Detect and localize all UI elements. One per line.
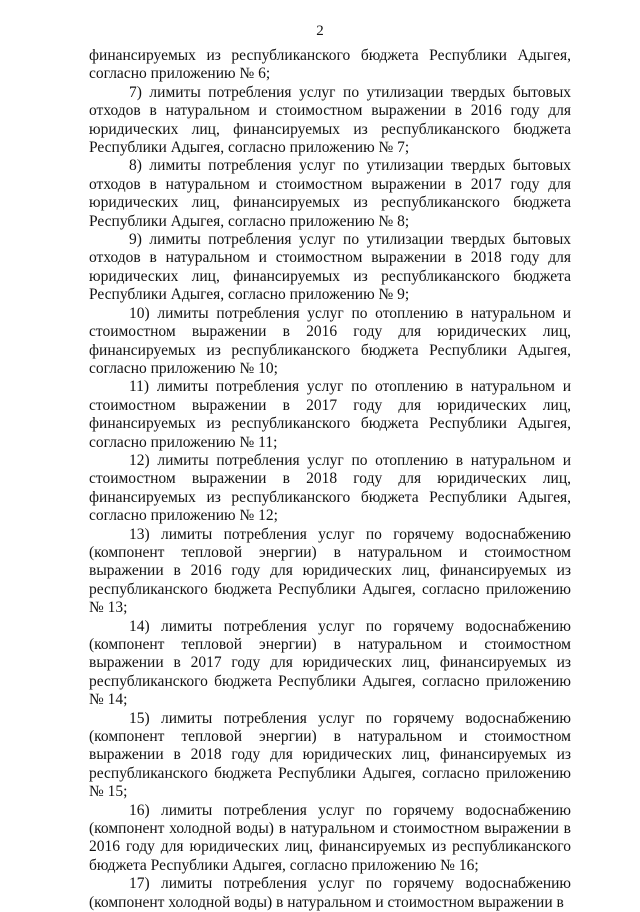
page-number: 2 <box>316 23 324 39</box>
paragraph-item-12: 12) лимиты потребления услуг по отоплению в натуральном и стоимостном выражении в 2018 году для юридических лиц, финансируемых из республиканского бюджета Республики Адыгея, согласно приложению № 12; <box>89 451 571 525</box>
paragraph-item-14: 14) лимиты потребления услуг по горячему водоснабжению (компонент тепловой энергии) в натуральном и стоимостном выражении в 2017 году для юридических лиц, финансируемых из республиканского бюджета Республики Адыгея, согласно приложению № 14; <box>89 617 571 709</box>
paragraph-item-10: 10) лимиты потребления услуг по отоплению в натуральном и стоимостном выражении в 2016 году для юридических лиц, финансируемых из республиканского бюджета Республики Адыгея, согласно приложению № 10; <box>89 304 571 377</box>
document-body <box>89 47 571 912</box>
paragraph-item-7: 7) лимиты потребления услуг по утилизации твердых бытовых отходов в натуральном и стоимостном выражении в 2016 году для юридических лиц, финансируемых из республиканского бюджета Республики Адыгея, согласно приложению № 7; <box>89 83 571 157</box>
paragraph-item-17: 17) лимиты потребления услуг по горячему водоснабжению (компонент холодной воды) в натуральном и стоимостном выражении в <box>89 875 571 911</box>
paragraph-item-15: 15) лимиты потребления услуг по горячему водоснабжению (компонент тепловой энергии) в натуральном и стоимостном выражении в 2018 году для юридических лиц, финансируемых из республиканского бюджета Республики Адыгея, согласно приложению № 15; <box>89 709 571 801</box>
paragraph-item-8: 8) лимиты потребления услуг по утилизации твердых бытовых отходов в натуральном и стоимостном выражении в 2017 году для юридических лиц, финансируемых из республиканского бюджета Республики Адыгея, согласно приложению № 8; <box>89 157 571 230</box>
paragraph-item-9: 9) лимиты потребления услуг по утилизации твердых бытовых отходов в натуральном и стоимостном выражении в 2018 году для юридических лиц, финансируемых из республиканского бюджета Республики Адыгея, согласно приложению № 9; <box>89 231 571 304</box>
paragraph-item-13: 13) лимиты потребления услуг по горячему водоснабжению (компонент тепловой энергии) в натуральном и стоимостном выражении в 2016 году для юридических лиц, финансируемых из республиканского бюджета Республики Адыгея, согласно приложению № 13; <box>89 525 571 617</box>
paragraph-continuation: финансируемых из республиканского бюджета Республики Адыгея, согласно приложению № 6; <box>89 47 571 83</box>
paragraph-item-16: 16) лимиты потребления услуг по горячему водоснабжению (компонент холодной воды) в натуральном и стоимостном выражении в 2016 году для юридических лиц, финансируемых из республиканского бюджета Республики Адыгея, согласно приложению № 16; <box>89 801 571 874</box>
paragraph-item-11: 11) лимиты потребления услуг по отоплению в натуральном и стоимостном выражении в 2017 году для юридических лиц, финансируемых из республиканского бюджета Республики Адыгея, согласно приложению № 11; <box>89 378 571 451</box>
